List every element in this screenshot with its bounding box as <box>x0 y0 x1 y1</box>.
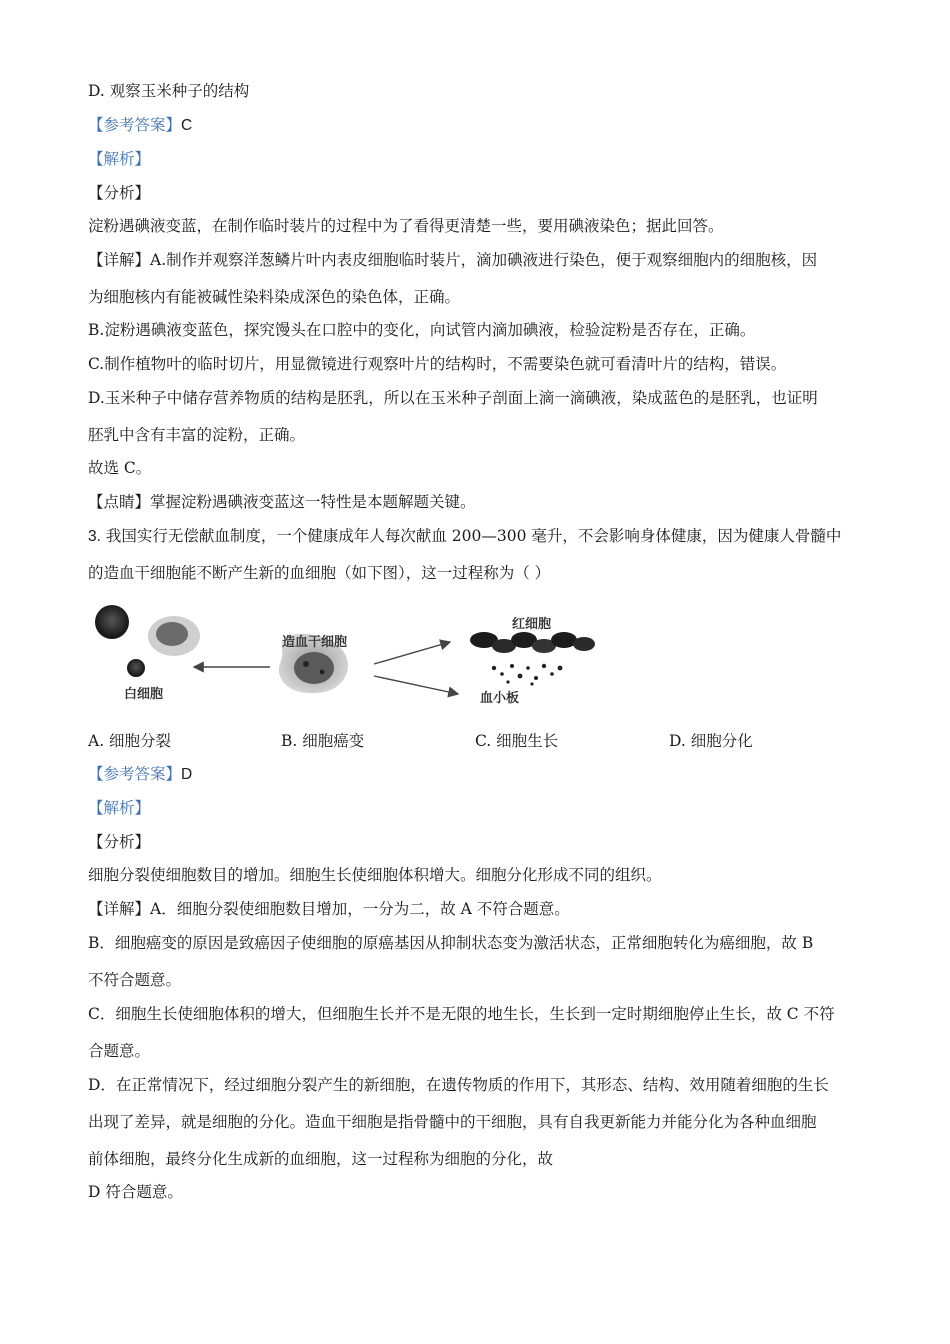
platelet <box>558 666 563 671</box>
q2-detail-d1: D.玉米种子中储存营养物质的结构是胚乳，所以在玉米种子剖面上滴一滴碘液，染成蓝色的是胚乳，也证明 <box>88 389 818 407</box>
arrow-to-platelets <box>374 676 458 694</box>
stem-cell-nucleolus <box>320 670 325 675</box>
q2-option-d: D. 观察玉米种子的结构 <box>88 82 250 100</box>
q2-fenxi-label: 【分析】 <box>88 184 151 202</box>
arrow-to-red-cells <box>374 642 450 664</box>
white-blood-cells <box>95 605 200 677</box>
q2-detail-line2: 为细胞核内有能被碱性染料染成深色的染色体，正确。 <box>88 288 461 306</box>
platelet <box>518 674 523 679</box>
q2-tip: 【点睛】掌握淀粉遇碘液变蓝这一特性是本题解题关键。 <box>88 493 476 511</box>
stem-cell-nucleolus <box>303 661 309 667</box>
q2-detail-d2: 胚乳中含有丰富的淀粉，正确。 <box>88 426 306 444</box>
q3-stem-line2: 的造血干细胞能不断产生新的血细胞（如下图），这一过程称为（ ） <box>88 564 551 582</box>
q3-option-b: B. 细胞癌变 <box>281 732 365 750</box>
q2-choice: 故选 C。 <box>88 459 152 477</box>
q3-detail-d1: D．在正常情况下，经过细胞分裂产生的新细胞，在遗传物质的作用下，其形态、结构、效用随着细胞的生长 <box>88 1076 829 1094</box>
white-cell-nucleus <box>156 622 188 646</box>
white-cell-large <box>95 605 129 639</box>
q2-answer-row <box>88 115 192 136</box>
q3-stem-text: 我国实行无偿献血制度，一个健康成年人每次献血 200—300 毫升，不会影响身体健康，因为健康人骨髓中 <box>105 527 842 545</box>
platelet <box>530 682 533 685</box>
q3-option-c: C. 细胞生长 <box>475 732 559 750</box>
platelet <box>526 666 530 670</box>
red-cell <box>573 637 595 651</box>
label-white-cell: 白细胞 <box>124 687 164 702</box>
q3-detail-c1: C．细胞生长使细胞体积的增大，但细胞生长并不是无限的地生长，生长到一定时期细胞停止生长，故 C 不符 <box>88 1005 835 1023</box>
label-red-cell: 红细胞 <box>512 617 552 632</box>
red-blood-cells <box>470 632 595 653</box>
q2-detail-line1: 【详解】A.制作并观察洋葱鳞片叶内表皮细胞临时装片，滴加碘液进行染色，便于观察细胞内的细胞核，因 <box>88 251 818 269</box>
red-cell <box>551 632 577 648</box>
q3-detail-d4: D 符合题意。 <box>88 1183 183 1201</box>
q2-fenxi-text: 淀粉遇碘液变蓝，在制作临时装片的过程中为了看得更清楚一些，要用碘液染色；据此回答。 <box>88 217 724 235</box>
q3-fenxi-label: 【分析】 <box>88 833 151 851</box>
q3-fenxi-text: 细胞分裂使细胞数目的增加。细胞生长使细胞体积增大。细胞分化形成不同的组织。 <box>88 866 662 884</box>
q3-analysis-label: 【解析】 <box>88 799 151 817</box>
q2-analysis-label: 【解析】 <box>88 150 151 168</box>
platelet <box>534 676 538 680</box>
q3-answer-row <box>88 764 192 785</box>
platelet <box>510 664 514 668</box>
answer-label: 【参考答案】 <box>88 116 182 134</box>
q3-number: 3. <box>88 528 101 545</box>
white-cell-small <box>127 659 145 677</box>
platelets <box>492 664 563 686</box>
q3-detail-c2: 合题意。 <box>88 1042 151 1060</box>
stem-cell-nucleus <box>294 652 334 684</box>
blood-cell-differentiation-figure <box>86 598 606 710</box>
platelet <box>500 672 504 676</box>
q3-stem-line1 <box>88 526 841 547</box>
q3-detail-a: 【详解】A．细胞分裂使细胞数目增加，一分为二，故 A 不符合题意。 <box>88 900 570 918</box>
q2-detail-c: C.制作植物叶的临时切片，用显微镜进行观察叶片的结构时，不需要染色就可看清叶片的结构，错误。 <box>88 355 787 373</box>
platelet <box>506 680 509 683</box>
q3-detail-b2: 不符合题意。 <box>88 971 182 989</box>
answer-value: D <box>181 766 193 783</box>
q3-detail-b1: B．细胞癌变的原因是致癌因子使细胞的原癌基因从抑制状态变为激活状态，正常细胞转化为癌细胞，故 B <box>88 934 814 952</box>
platelet <box>550 672 554 676</box>
answer-value: C <box>181 117 193 134</box>
q3-detail-d3: 前体细胞，最终分化生成新的血细胞，这一过程称为细胞的分化，故 <box>88 1150 554 1168</box>
platelet <box>542 664 546 668</box>
platelet <box>492 666 496 670</box>
q2-detail-b: B.淀粉遇碘液变蓝色，探究馒头在口腔中的变化，向试管内滴加碘液，检验淀粉是否存在，正确。 <box>88 321 756 339</box>
label-platelet: 血小板 <box>480 691 520 706</box>
q3-option-d: D. 细胞分化 <box>669 732 753 750</box>
answer-label: 【参考答案】 <box>88 765 182 783</box>
q3-option-a: A. 细胞分裂 <box>88 732 172 750</box>
q3-detail-d2: 出现了差异，就是细胞的分化。造血干细胞是指骨髓中的干细胞，具有自我更新能力并能分化为各种血细胞 <box>88 1113 817 1131</box>
label-stem-cell: 造血干细胞 <box>282 635 348 650</box>
